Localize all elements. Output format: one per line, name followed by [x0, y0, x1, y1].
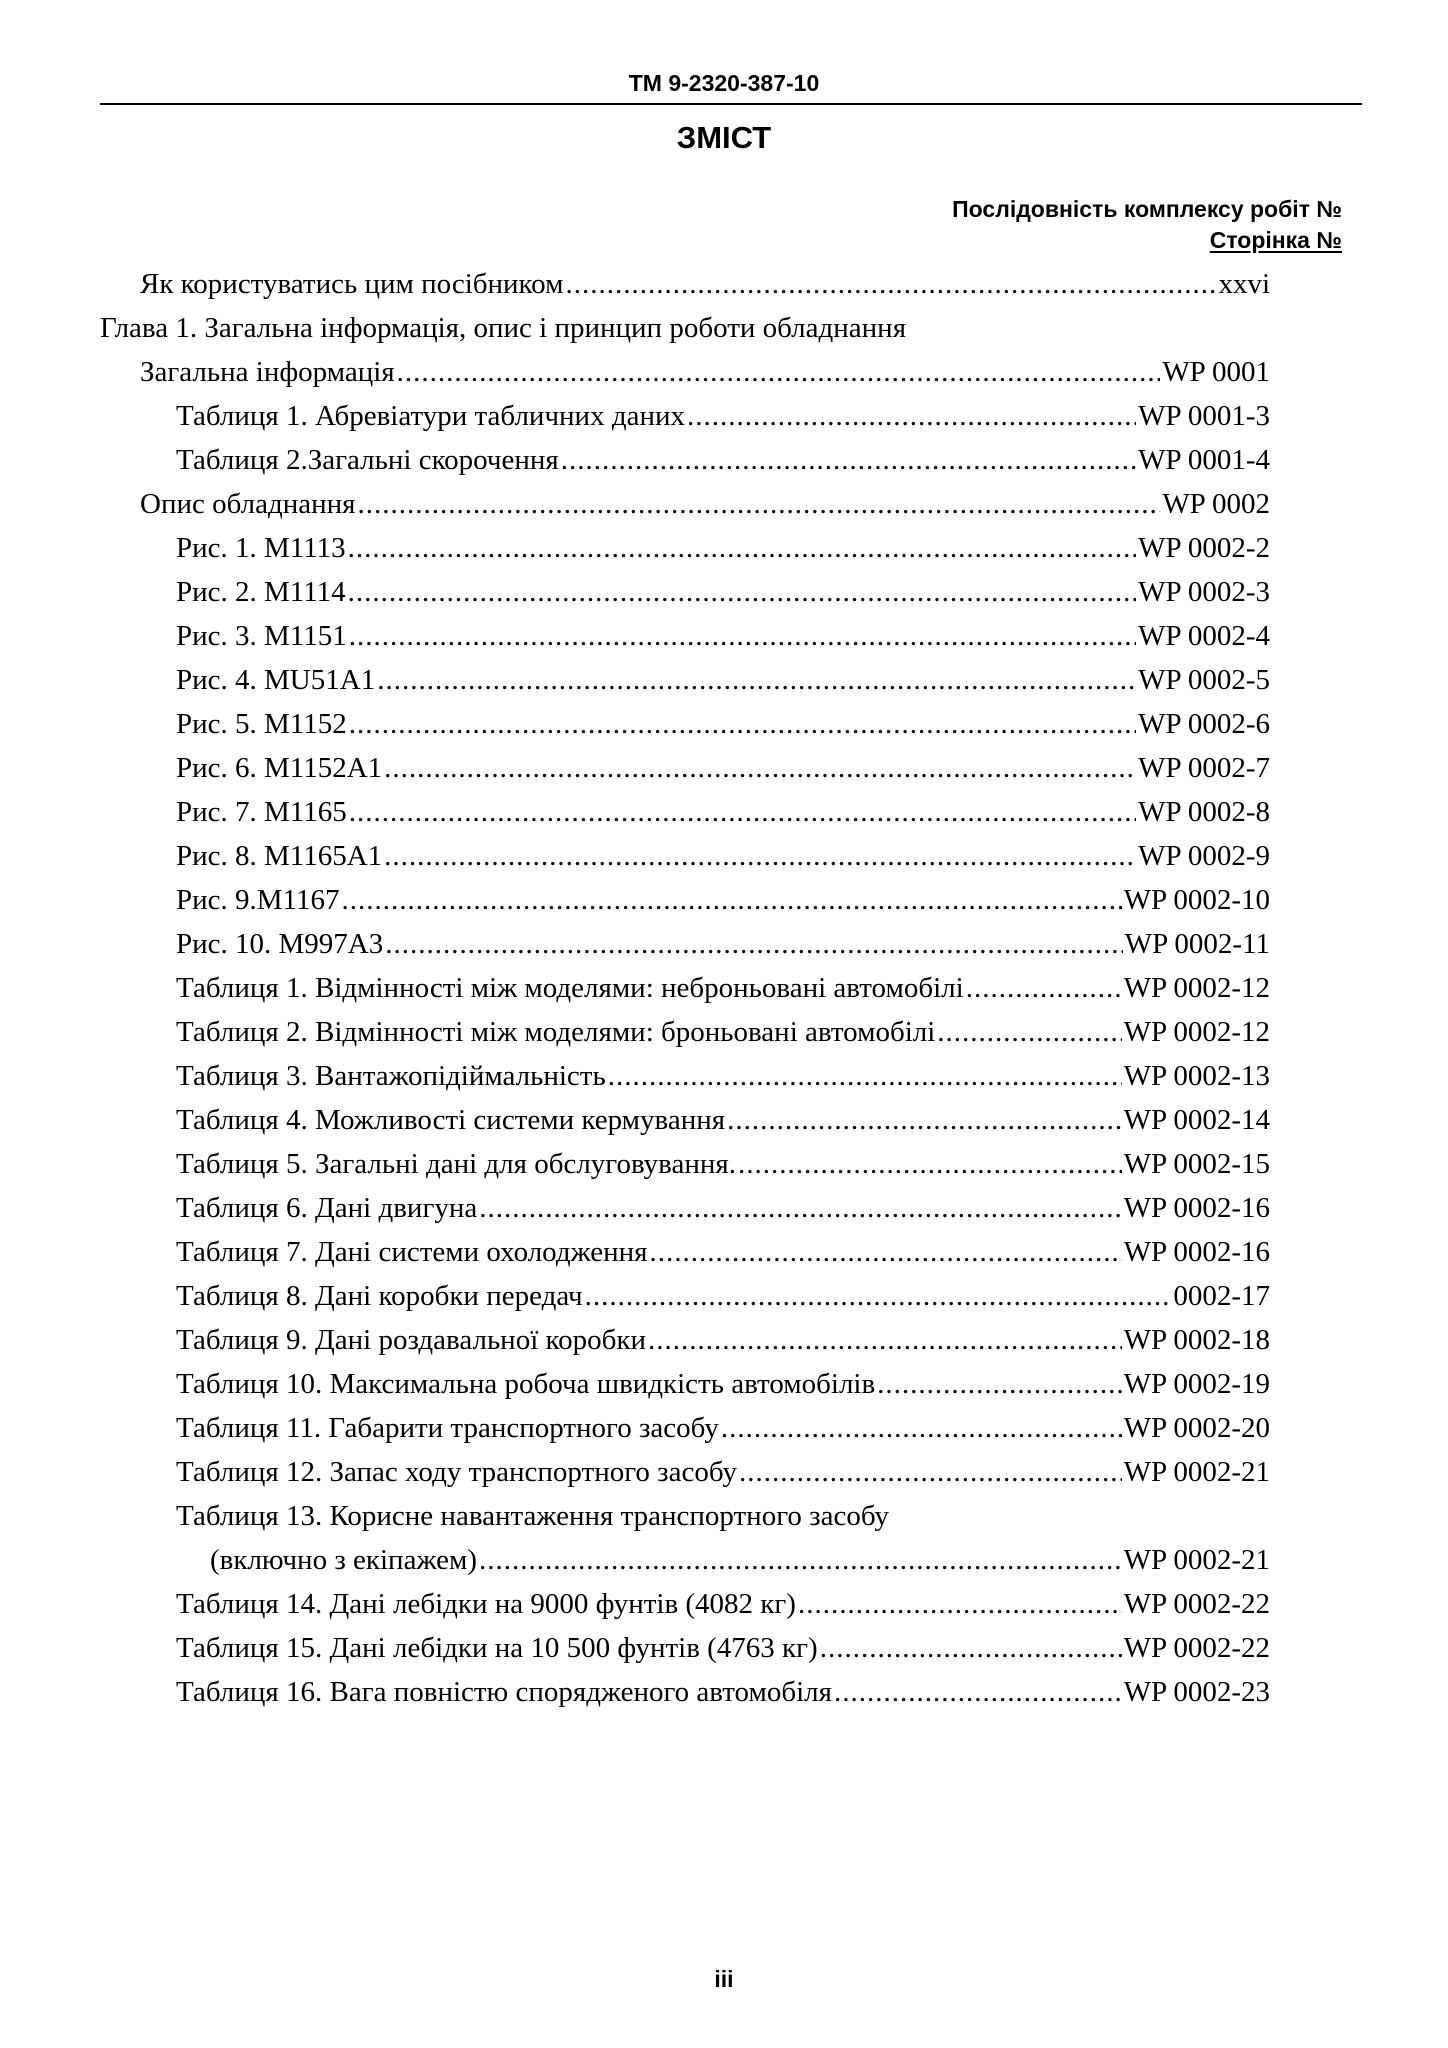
toc-entry-page: WP 0002-4 [1138, 620, 1270, 652]
toc-entry[interactable] [176, 790, 1270, 834]
toc-leader-dots [384, 834, 1136, 878]
toc-entry-label: Таблиця 13. Корисне навантаження транспортного засобу [176, 1500, 889, 1532]
page-number: iii [714, 1966, 734, 1992]
header-divider [100, 103, 1362, 105]
toc-leader-dots [798, 1582, 1122, 1626]
toc-leader-dots [349, 702, 1136, 746]
toc-entry-label: Рис. 2. M1114 [176, 576, 346, 608]
toc-entry-label: Рис. 8. M1165A1 [176, 840, 383, 872]
toc-entry[interactable] [176, 1318, 1270, 1362]
toc-entry-page: WP 0002-15 [1123, 1148, 1270, 1180]
toc-entry-page: WP 0001-4 [1138, 444, 1270, 476]
toc-entry[interactable] [176, 834, 1270, 878]
toc-entry[interactable] [176, 1670, 1270, 1714]
toc-entry-label: Рис. 10. M997A3 [176, 928, 384, 960]
toc-entry[interactable] [176, 438, 1270, 482]
toc-entry-label: Рис. 6. M1152A1 [176, 752, 383, 784]
toc-entry-page: WP 0002-16 [1123, 1236, 1270, 1268]
toc-entry-page: WP 0002-21 [1123, 1544, 1270, 1576]
toc-entry[interactable] [210, 1538, 1270, 1582]
toc-leader-dots [937, 1010, 1121, 1054]
toc-entry-label: Рис. 3. M1151 [176, 620, 347, 652]
toc-entry-page: xxvi [1218, 268, 1270, 300]
toc-entry-page: WP 0002-9 [1138, 840, 1270, 872]
toc-entry-label: Таблиця 10. Максимальна робоча швидкість автомобілів [176, 1368, 876, 1400]
toc-entry[interactable] [176, 614, 1270, 658]
toc-leader-dots [721, 1406, 1122, 1450]
toc-leader-dots [727, 1098, 1122, 1142]
column-head-page: Сторінка № [1209, 227, 1342, 253]
toc-entry [176, 1494, 1270, 1538]
toc-entry-label: Таблиця 11. Габарити транспортного засобу [176, 1412, 719, 1444]
toc-entry-label: Таблиця 2.Загальні скорочення [176, 444, 559, 476]
toc-entry-label: Опис обладнання [140, 488, 356, 520]
toc-entry-label: Рис. 7. M1165 [176, 796, 347, 828]
toc-entry-page: WP 0002-19 [1123, 1368, 1270, 1400]
toc-entry-label: Таблиця 15. Дані лебідки на 10 500 фунтів (4763 кг) [176, 1632, 818, 1664]
toc-leader-dots [585, 1274, 1172, 1318]
toc-entry-page: WP 0002-16 [1123, 1192, 1270, 1224]
page-title: ЗМІСТ [676, 120, 772, 155]
toc-entry-page: WP 0002-20 [1123, 1412, 1270, 1444]
toc-leader-dots [341, 878, 1121, 922]
toc-entry[interactable] [176, 1274, 1270, 1318]
toc-entry[interactable] [176, 1186, 1270, 1230]
toc-entry-page: WP 0001 [1162, 356, 1270, 388]
toc-entry-label: Таблиця 14. Дані лебідки на 9000 фунтів (4082 кг) [176, 1588, 796, 1620]
toc-leader-dots [561, 438, 1136, 482]
toc-leader-dots [834, 1670, 1122, 1714]
toc-leader-dots [738, 1142, 1122, 1186]
toc-entry-page: WP 0002-8 [1138, 796, 1270, 828]
toc-leader-dots [377, 658, 1136, 702]
toc-entry-label: Таблиця 9. Дані роздавальної коробки [176, 1324, 646, 1356]
toc-entry-page: WP 0001-3 [1138, 400, 1270, 432]
toc-entry-label: Таблиця 5. Загальні дані для обслуговування. [176, 1148, 736, 1180]
toc-entry[interactable] [176, 526, 1270, 570]
toc-entry[interactable] [176, 746, 1270, 790]
toc-entry[interactable] [176, 1010, 1270, 1054]
toc-entry-page: WP 0002 [1162, 488, 1270, 520]
toc-entry-label: Таблиця 12. Запас ходу транспортного засобу [176, 1456, 737, 1488]
toc-entry-page: WP 0002-11 [1124, 928, 1270, 960]
column-head-work-package: Послідовність комплексу робіт № [952, 196, 1342, 222]
toc-entry[interactable] [176, 966, 1270, 1010]
toc-entry-label: Рис. 5. M1152 [176, 708, 347, 740]
toc-entry-label: Рис. 9.M1167 [176, 884, 340, 916]
toc-entry-page: WP 0002-23 [1123, 1676, 1270, 1708]
toc-entry-page: WP 0002-21 [1123, 1456, 1270, 1488]
toc-chapter-heading: Глава 1. Загальна інформація, опис і принцип роботи обладнання [100, 312, 907, 344]
toc-entry-label: Таблиця 8. Дані коробки передач [176, 1280, 583, 1312]
toc-entry[interactable] [140, 350, 1270, 394]
toc-entry-label: Рис. 1. M1113 [176, 532, 346, 564]
toc-entry-intro[interactable] [140, 262, 1270, 306]
toc-entry-page: WP 0002-14 [1123, 1104, 1270, 1136]
toc-entry[interactable] [176, 394, 1270, 438]
toc-leader-dots [479, 1538, 1122, 1582]
toc-leader-dots [877, 1362, 1121, 1406]
toc-entry[interactable] [176, 1362, 1270, 1406]
toc-entry-label: Таблиця 7. Дані системи охолодження [176, 1236, 648, 1268]
toc-entry-label: Рис. 4. MU51A1 [176, 664, 376, 696]
toc-entry-page: WP 0002-12 [1123, 1016, 1270, 1048]
toc-entry-label: Таблиця 3. Вантажопідіймальність [176, 1060, 606, 1092]
toc-leader-dots [384, 746, 1136, 790]
toc-leader-dots [397, 350, 1161, 394]
toc-entry[interactable] [176, 878, 1270, 922]
document-number: TM 9-2320-387-10 [628, 70, 820, 96]
toc-entry-label: Таблиця 2. Відмінності між моделями: броньовані автомобілі [176, 1016, 936, 1048]
toc-leader-dots [687, 394, 1136, 438]
toc-leader-dots [349, 790, 1136, 834]
toc-leader-dots [608, 1054, 1122, 1098]
toc-entry[interactable] [176, 1230, 1270, 1274]
toc-entry-page: WP 0002-12 [1123, 972, 1270, 1004]
toc-entry[interactable] [176, 1450, 1270, 1494]
toc-entry[interactable] [176, 1054, 1270, 1098]
toc-leader-dots [348, 526, 1137, 570]
toc-entry[interactable] [176, 570, 1270, 614]
toc-entry[interactable] [176, 1406, 1270, 1450]
toc-leader-dots [349, 614, 1136, 658]
toc-entry[interactable] [176, 1582, 1270, 1626]
toc-entry-page: WP 0002-13 [1123, 1060, 1270, 1092]
toc-entry-label: Загальна інформація [140, 356, 395, 388]
toc-leader-dots [385, 922, 1122, 966]
toc-entry[interactable] [176, 1626, 1270, 1670]
toc-entry[interactable] [176, 658, 1270, 702]
toc-entry-page: WP 0002-3 [1138, 576, 1270, 608]
toc-entry[interactable] [176, 1098, 1270, 1142]
toc-entry[interactable] [176, 1142, 1270, 1186]
toc-entry-label: Таблиця 1. Відмінності між моделями: неброньовані автомобілі [176, 972, 964, 1004]
toc-entry-page: WP 0002-10 [1123, 884, 1270, 916]
toc-entry[interactable] [140, 482, 1270, 526]
toc-entry-page: WP 0002-2 [1138, 532, 1270, 564]
toc-leader-dots [648, 1318, 1122, 1362]
toc-entry-page: WP 0002-5 [1138, 664, 1270, 696]
toc-entry-label: Таблиця 16. Вага повністю спорядженого автомобіля [176, 1676, 832, 1708]
toc-leader-dots [650, 1230, 1122, 1274]
toc-entry-label: Таблиця 1. Абревіатури табличних даних [176, 400, 685, 432]
toc-entry-page: WP 0002-6 [1138, 708, 1270, 740]
toc-entry-page: WP 0002-22 [1123, 1632, 1270, 1664]
toc-entry-label: Таблиця 6. Дані двигуна [176, 1192, 478, 1224]
toc-entry-page: WP 0002-22 [1123, 1588, 1270, 1620]
toc-entry[interactable] [176, 702, 1270, 746]
toc-entry[interactable] [176, 922, 1270, 966]
toc-leader-dots [966, 966, 1122, 1010]
toc-entry-page: WP 0002-7 [1138, 752, 1270, 784]
toc-entry-label: Таблиця 4. Можливості системи кермування [176, 1104, 726, 1136]
toc-leader-dots [565, 262, 1216, 306]
toc-entry-page: WP 0002-18 [1123, 1324, 1270, 1356]
toc-leader-dots [358, 482, 1161, 526]
toc-leader-dots [479, 1186, 1121, 1230]
toc-leader-dots [820, 1626, 1122, 1670]
toc-leader-dots [739, 1450, 1122, 1494]
toc-entry-page: 0002-17 [1173, 1280, 1270, 1312]
toc-entry-label: Як користуватись цим посібником [140, 268, 564, 300]
toc-entry-label: (включно з екіпажем) [210, 1544, 477, 1576]
toc-leader-dots [348, 570, 1137, 614]
